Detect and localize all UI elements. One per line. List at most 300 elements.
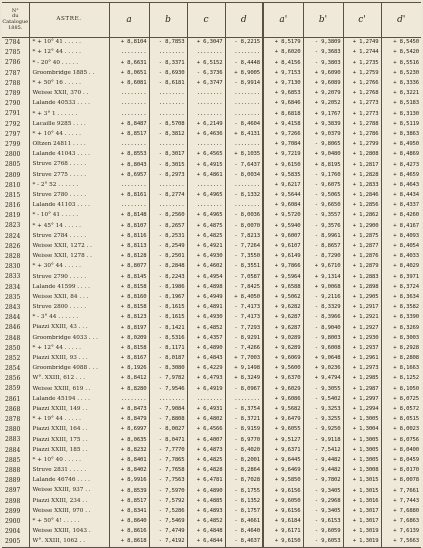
coef-b-prime-cell: - 9,5065 xyxy=(303,191,343,201)
table-row xyxy=(2,160,421,170)
coef-b-cell: - 8,2848 xyxy=(149,262,187,272)
coef-d-cell: + 7,7003 xyxy=(225,354,263,364)
star-name-cell: Weisse XXIII, 1043 . xyxy=(29,527,109,537)
coef-b-cell: ........ xyxy=(149,109,187,119)
coef-b-prime-cell: - 9,3255 xyxy=(303,415,343,425)
coef-b-prime-cell: - 9,8003 xyxy=(303,333,343,343)
coef-d-prime-cell: + 8,1252 xyxy=(381,374,421,384)
table-row xyxy=(2,201,421,211)
coef-c-cell: + 6,4636 xyxy=(187,130,225,140)
catalogue-number-cell: 2805 xyxy=(5,161,21,169)
coef-c-prime-cell: + 1,3015 xyxy=(343,476,381,486)
coef-b-cell: - 8,0187 xyxy=(149,354,187,364)
coef-b-prime-cell: + 9,0379 xyxy=(303,130,343,140)
table-row xyxy=(2,232,421,242)
coef-a-prime-cell: + 9,7084 xyxy=(263,140,303,150)
catalogue-number-cell: 2834 xyxy=(5,283,21,291)
coef-c-cell: + 6,4890 xyxy=(187,486,225,496)
coef-b-prime-cell: - 7,5412 xyxy=(303,446,343,456)
coef-c-prime-cell: + 1,2879 xyxy=(343,262,381,272)
coef-b-prime-cell: - 8,8657 xyxy=(303,242,343,252)
coef-c-cell: + 6,2149 xyxy=(187,120,225,130)
coef-b-prime-cell: - 9,1760 xyxy=(303,170,343,180)
coef-d-cell: - 8,4637 xyxy=(225,537,263,548)
coef-c-cell: + 6,4793 xyxy=(187,374,225,384)
star-name-cell: W°. XXIII, 612 . . . xyxy=(29,374,109,384)
coef-b-prime-cell: + 9,4794 xyxy=(303,374,343,384)
coef-a-cell: + 8,8167 xyxy=(109,354,149,364)
coef-a-cell: + 8,8341 xyxy=(109,507,149,517)
coef-a-cell: + 8,8160 xyxy=(109,293,149,303)
coef-c-prime-cell: + 1,2876 xyxy=(343,252,381,262)
coef-a-prime-cell: + 9,7153 xyxy=(263,69,303,79)
catalogue-number-cell: 2848 xyxy=(5,334,21,342)
coef-a-cell: + 8,8640 xyxy=(109,517,149,527)
coef-c-cell: + 6,4602 xyxy=(187,262,225,272)
coef-d-cell: + 8,3249 xyxy=(225,374,263,384)
coef-a-prime-cell: + 8,6818 xyxy=(263,109,303,119)
table-row xyxy=(2,191,421,201)
coef-b-prime-cell: - 9,6075 xyxy=(303,181,343,191)
coef-c-cell: + 6,4930 xyxy=(187,313,225,323)
star-name-cell: * + 10° 41 . . . . . xyxy=(29,38,109,49)
coef-a-prime-cell: + 8,4156 xyxy=(263,58,303,68)
coef-b-prime-cell: - 8,3329 xyxy=(303,303,343,313)
table-row xyxy=(2,221,421,231)
coef-b-prime-cell: - 9,8065 xyxy=(303,140,343,150)
coef-b-cell: ........ xyxy=(149,201,187,211)
coef-a-prime-cell: + 9,6050 xyxy=(263,496,303,506)
coef-a-cell: + 8,8158 xyxy=(109,303,149,313)
catalogue-page xyxy=(2,2,421,545)
coef-c-cell: + 6,4891 xyxy=(187,303,225,313)
table-row xyxy=(2,496,421,506)
coef-c-prime-cell: + 1,2768 xyxy=(343,89,381,99)
coef-a-cell: + 8,8161 xyxy=(109,191,149,201)
coef-d-prime-cell: + 8,0725 xyxy=(381,395,421,405)
catalogue-number-cell: 2830 xyxy=(5,263,21,271)
coef-c-prime-cell: + 1,2773 xyxy=(343,99,381,109)
coef-a-cell: + 8,6957 xyxy=(109,170,149,180)
coef-d-cell: - 8,2215 xyxy=(225,38,263,49)
coef-a-cell: ........ xyxy=(109,48,149,58)
coef-d-cell: + 8,9005 xyxy=(225,69,263,79)
coef-c-prime-cell: + 1,2985 xyxy=(343,374,381,384)
coef-b-cell: - 8,3371 xyxy=(149,58,187,68)
star-name-cell: * - 10° 41 . . . . . xyxy=(29,211,109,221)
coef-d-cell: - 7,8425 xyxy=(225,283,263,293)
catalogue-number-cell: 2856 xyxy=(5,375,21,383)
coef-b-cell: - 8,1615 xyxy=(149,313,187,323)
star-name-cell: * + 30° 44 . . . . . xyxy=(29,262,109,272)
coef-b-cell: - 8,1967 xyxy=(149,293,187,303)
catalogue-number-cell: 2878 xyxy=(5,416,21,424)
star-name-cell: Struve 2831 . . . . . xyxy=(29,466,109,476)
coef-c-prime-cell: + 1,3015 xyxy=(343,486,381,496)
coef-c-prime-cell: + 1,2898 xyxy=(343,283,381,293)
coef-b-prime-cell: + 9,0068 xyxy=(303,283,343,293)
coef-d-cell: - 8,1755 xyxy=(225,486,263,496)
coef-c-cell: ........ xyxy=(187,395,225,405)
catalogue-number-cell: 2897 xyxy=(5,487,21,495)
star-name-cell: Piazzi XXIII, 185 . . xyxy=(29,446,109,456)
table-row xyxy=(2,384,421,394)
table-row xyxy=(2,211,421,221)
coef-c-prime-cell: + 1,3005 xyxy=(343,415,381,425)
catalogue-number-header-line1: N° xyxy=(11,7,19,14)
coefficients-table xyxy=(2,2,421,548)
coef-a-cell: ........ xyxy=(109,181,149,191)
coef-c-cell: + 6,4893 xyxy=(187,507,225,517)
coef-c-prime-cell: + 1,3008 xyxy=(343,466,381,476)
coef-d-prime-cell: + 8,5183 xyxy=(381,99,421,109)
coef-a-cell: + 8,8401 xyxy=(109,456,149,466)
coef-c-cell: + 6,4357 xyxy=(187,333,225,343)
catalogue-number-header-line3: Catalogue xyxy=(2,19,29,25)
coef-d-prime-cell: + 8,1663 xyxy=(381,364,421,374)
catalogue-number-cell: 2828 xyxy=(5,253,21,261)
coef-c-prime-cell: + 1,2759 xyxy=(343,69,381,79)
table-row xyxy=(2,405,421,415)
coef-c-prime-cell: + 1,2994 xyxy=(343,405,381,415)
catalogue-number-cell: 2797 xyxy=(5,130,21,138)
coef-c-cell: + 6,4825 xyxy=(187,456,225,466)
coef-c-prime-cell: + 1,2973 xyxy=(343,364,381,374)
coef-c-prime-cell: + 1,2766 xyxy=(343,79,381,89)
coef-c-cell: + 6,4965 xyxy=(187,191,225,201)
coef-d-cell: - 8,4020 xyxy=(225,446,263,456)
coef-c-cell: + 6,4890 xyxy=(187,344,225,354)
coef-b-prime-cell: + 9,0480 xyxy=(303,150,343,160)
coef-a-cell: + 8,8402 xyxy=(109,466,149,476)
coef-header-b: b xyxy=(149,3,187,38)
star-name-cell: * + 10° 40 . . . . . xyxy=(29,456,109,466)
coef-c-prime-cell: + 1,2917 xyxy=(343,303,381,313)
coef-d-cell: ........ xyxy=(225,48,263,58)
star-name-cell: Oltzen 24811 . . . . xyxy=(29,140,109,150)
coef-d-prime-cell: + 8,0170 xyxy=(381,466,421,476)
coef-b-prime-cell: - 9,3557 xyxy=(303,211,343,221)
coef-a-prime-cell: + 9,6370 xyxy=(263,374,303,384)
coef-a-prime-cell: + 9,6853 xyxy=(263,89,303,99)
star-name-header: ASTRE. xyxy=(29,3,109,38)
coef-d-prime-cell: + 8,0078 xyxy=(381,476,421,486)
table-row xyxy=(2,425,421,435)
table-row xyxy=(2,486,421,496)
coef-b-cell: - 8,3080 xyxy=(149,364,187,374)
star-name-cell: W°. XXIII, 1062 . . xyxy=(29,537,109,548)
coef-d-cell: - 8,3754 xyxy=(225,405,263,415)
star-name-cell: Struve 2790 . . . . . xyxy=(29,272,109,282)
star-name-cell: Struve 2800 . . . . . xyxy=(29,303,109,313)
coef-d-prime-cell: + 8,1050 xyxy=(381,384,421,394)
coef-d-cell: - 8,3551 xyxy=(225,262,263,272)
coef-c-prime-cell: + 1,2921 xyxy=(343,313,381,323)
catalogue-number-cell: 2905 xyxy=(2,537,29,548)
star-name-cell: Lalande 41103 . . . . xyxy=(29,201,109,211)
coef-d-cell: - 7,4173 xyxy=(225,313,263,323)
coef-a-cell: + 8,8128 xyxy=(109,252,149,262)
coef-c-cell: + 6,4930 xyxy=(187,252,225,262)
coef-b-cell: ........ xyxy=(149,140,187,150)
coef-header-d-prime: d' xyxy=(381,3,421,38)
coef-b-cell: - 8,0471 xyxy=(149,435,187,445)
coef-a-cell: + 8,8539 xyxy=(109,486,149,496)
coef-d-cell: - 8,1332 xyxy=(225,191,263,201)
coef-c-cell: ........ xyxy=(187,140,225,150)
coef-a-cell: + 8,8618 xyxy=(109,537,149,548)
coef-b-prime-cell: - 8,3966 xyxy=(303,313,343,323)
coef-d-cell: - 7,7264 xyxy=(225,242,263,252)
catalogue-number-cell: 2788 xyxy=(5,79,21,87)
coef-a-cell: + 8,8479 xyxy=(109,415,149,425)
coef-d-cell: - 8,0036 xyxy=(225,211,263,221)
star-name-cell: * + 12° 44 . . . . . xyxy=(29,48,109,58)
coef-a-prime-cell: + 9,6007 xyxy=(263,232,303,242)
coef-c-cell: + 6,4873 xyxy=(187,446,225,456)
coef-b-prime-cell: + 9,0648 xyxy=(303,354,343,364)
coef-c-cell: + 6,3047 xyxy=(187,38,225,49)
coef-c-cell: ........ xyxy=(187,109,225,119)
table-row xyxy=(2,395,421,405)
coef-d-cell: - 8,9914 xyxy=(225,79,263,89)
coef-c-prime-cell: + 1,2930 xyxy=(343,333,381,343)
coef-d-prime-cell: + 8,3724 xyxy=(381,283,421,293)
catalogue-number-cell: 2799 xyxy=(5,140,21,148)
coef-a-cell: + 8,8280 xyxy=(109,384,149,394)
coef-a-prime-cell: + 9,7130 xyxy=(263,79,303,89)
catalogue-number-cell: 2904 xyxy=(5,528,21,536)
star-name-cell: Piazzi XXIII, 149 . . xyxy=(29,405,109,415)
catalogue-number-header-line2: du xyxy=(12,13,19,20)
coef-d-cell: - 8,4604 xyxy=(225,120,263,130)
table-row xyxy=(2,48,421,58)
coef-c-cell: - 6,3736 xyxy=(187,69,225,79)
coef-a-prime-cell: + 9,5062 xyxy=(263,293,303,303)
coef-d-prime-cell: + 8,5420 xyxy=(381,48,421,58)
coef-d-prime-cell: + 8,4260 xyxy=(381,211,421,221)
coef-d-prime-cell: + 8,4093 xyxy=(381,232,421,242)
coef-b-cell: - 7,7658 xyxy=(149,466,187,476)
table-row xyxy=(2,69,421,79)
coef-a-cell: + 8,8043 xyxy=(109,160,149,170)
coef-a-cell: ........ xyxy=(109,99,149,109)
coef-a-prime-cell: + 9,6287 xyxy=(263,313,303,323)
table-row xyxy=(2,262,421,272)
coef-d-prime-cell: + 8,3130 xyxy=(381,109,421,119)
star-name-cell: Piazzi XXIII, 164 . . xyxy=(29,425,109,435)
table-row xyxy=(2,537,421,548)
coef-c-cell: + 6,4848 xyxy=(187,527,225,537)
coef-d-prime-cell: + 7,6139 xyxy=(381,527,421,537)
table-row xyxy=(2,476,421,486)
star-name-cell: Lalande 41599 . . . . xyxy=(29,283,109,293)
catalogue-number-cell: 2790 xyxy=(5,100,21,108)
coef-a-prime-cell: + 9,6371 xyxy=(263,446,303,456)
star-name-cell: * - 20° 40 . . . . . xyxy=(29,58,109,68)
coef-c-prime-cell: + 1,2883 xyxy=(343,272,381,282)
star-name-cell: Groombridge 1885 . . xyxy=(29,69,109,79)
coef-b-cell: - 8,3017 xyxy=(149,150,187,160)
coef-b-cell: - 8,1171 xyxy=(149,344,187,354)
coef-b-prime-cell: + 9,6090 xyxy=(303,69,343,79)
coef-b-prime-cell: - 9,5402 xyxy=(303,395,343,405)
coef-a-prime-cell: + 9,4158 xyxy=(263,120,303,130)
coef-c-cell: + 6,4965 xyxy=(187,211,225,221)
coef-a-cell: + 8,8145 xyxy=(109,272,149,282)
coef-c-cell: + 6,4915 xyxy=(187,160,225,170)
coef-a-cell: + 8,8517 xyxy=(109,130,149,140)
coef-d-cell: - 8,4640 xyxy=(225,527,263,537)
coef-b-cell: - 7,7770 xyxy=(149,446,187,456)
catalogue-number-cell: 2883 xyxy=(5,436,21,444)
coef-d-cell: - 7,8213 xyxy=(225,232,263,242)
coef-c-cell: + 6,4931 xyxy=(187,405,225,415)
coef-a-cell: + 8,8123 xyxy=(109,313,149,323)
catalogue-number-cell: 2810 xyxy=(5,181,21,189)
table-row xyxy=(2,333,421,343)
coef-d-prime-cell: + 8,0515 xyxy=(381,415,421,425)
table-row xyxy=(2,99,421,109)
table-row xyxy=(2,38,421,49)
catalogue-number-cell: 2898 xyxy=(5,497,21,505)
star-name-cell: Weisse XXIII, 970 . . xyxy=(29,507,109,517)
table-row xyxy=(2,303,421,313)
coef-c-prime-cell: + 1,2961 xyxy=(343,354,381,364)
star-name-cell: * + 19° 44 . . . . . xyxy=(29,415,109,425)
coef-c-prime-cell: + 1,2786 xyxy=(343,130,381,140)
coef-c-prime-cell: + 1,3005 xyxy=(343,435,381,445)
catalogue-number-cell: 2900 xyxy=(5,517,21,525)
coef-d-cell: - 8,0070 xyxy=(225,221,263,231)
star-name-cell: Lalande 40533 . . . . xyxy=(29,99,109,109)
coef-a-prime-cell: + 9,7266 xyxy=(263,130,303,140)
coef-a-prime-cell: + 9,6184 xyxy=(263,517,303,527)
coef-a-cell: + 8,6631 xyxy=(109,58,149,68)
coef-a-prime-cell: + 9,5600 xyxy=(263,364,303,374)
star-name-cell: Struve 2780 . . . . . xyxy=(29,191,109,201)
table-row xyxy=(2,354,421,364)
coef-a-prime-cell: + 9,6156 xyxy=(263,507,303,517)
catalogue-number-cell: 2852 xyxy=(5,354,21,362)
catalogue-number-cell: 2819 xyxy=(5,212,21,220)
coef-a-prime-cell: + 9,6479 xyxy=(263,415,303,425)
coef-c-prime-cell: + 1,2735 xyxy=(343,58,381,68)
star-name-cell: Struve 2775 . . . . . xyxy=(29,170,109,180)
catalogue-number-cell: 2861 xyxy=(5,395,21,403)
coef-c-prime-cell: + 1,2744 xyxy=(343,48,381,58)
coef-a-prime-cell: + 9,5850 xyxy=(263,476,303,486)
coef-b-prime-cell: + 9,6089 xyxy=(303,79,343,89)
coef-b-cell: - 8,2973 xyxy=(149,170,187,180)
coef-d-cell: ........ xyxy=(225,109,263,119)
coef-c-cell: + 6,4781 xyxy=(187,476,225,486)
catalogue-number-cell: 2823 xyxy=(5,222,21,230)
coef-b-prime-cell: - 9,6650 xyxy=(303,201,343,211)
catalogue-number-cell: 2889 xyxy=(5,477,21,485)
coef-b-cell: - 7,7865 xyxy=(149,456,187,466)
coef-b-cell: - 7,9782 xyxy=(149,374,187,384)
table-row xyxy=(2,181,421,191)
coef-d-prime-cell: + 8,0756 xyxy=(381,435,421,445)
coef-d-prime-cell: + 8,4167 xyxy=(381,221,421,231)
coef-b-prime-cell: - 9,3253 xyxy=(303,405,343,415)
coef-a-prime-cell: + 9,6156 xyxy=(263,486,303,496)
star-name-cell: * + 50° 4! . . . . . xyxy=(29,517,109,527)
coef-d-cell: - 7,0587 xyxy=(225,272,263,282)
coef-d-prime-cell: + 8,5450 xyxy=(381,38,421,49)
coef-a-prime-cell: + 9,6149 xyxy=(263,252,303,262)
coef-d-cell: - 8,9291 xyxy=(225,333,263,343)
catalogue-number-cell: 2854 xyxy=(5,365,21,373)
coef-b-prime-cell: - 9,4482 xyxy=(303,466,343,476)
table-row xyxy=(2,293,421,303)
coef-d-cell: ........ xyxy=(225,89,263,99)
coef-d-prime-cell: + 8,4033 xyxy=(381,252,421,262)
coef-a-prime-cell: + 9,6846 xyxy=(263,99,303,109)
star-name-cell: Piazzi XXIII, 234 . . xyxy=(29,496,109,506)
coef-b-prime-cell: - 9,6008 xyxy=(303,344,343,354)
coef-a-prime-cell: + 9,0289 xyxy=(263,333,303,343)
coef-c-cell: + 6,4566 xyxy=(187,425,225,435)
coef-d-prime-cell: + 8,3336 xyxy=(381,79,421,89)
coef-a-cell: + 8,8104 xyxy=(109,38,149,49)
table-row xyxy=(2,323,421,333)
coef-b-cell: - 8,2243 xyxy=(149,272,187,282)
coef-a-prime-cell: + 9,7219 xyxy=(263,150,303,160)
catalogue-number-cell: 2824 xyxy=(5,232,21,240)
coef-a-cell: ........ xyxy=(109,201,149,211)
coef-d-cell: - 8,1352 xyxy=(225,496,263,506)
star-name-cell: Weisse XXIII, 937 . . xyxy=(29,486,109,496)
coef-c-cell: ........ xyxy=(187,181,225,191)
coef-c-cell: + 6,4565 xyxy=(187,150,225,160)
coef-a-prime-cell: + 9,6150 xyxy=(263,537,303,548)
coef-b-cell: - 8,6181 xyxy=(149,79,187,89)
coef-d-cell: - 7,4173 xyxy=(225,303,263,313)
coef-a-prime-cell: + 9,6445 xyxy=(263,456,303,466)
table-row xyxy=(2,109,421,119)
coef-a-prime-cell: + 9,6282 xyxy=(263,303,303,313)
coef-d-cell: ........ xyxy=(225,201,263,211)
coef-c-prime-cell: + 1,2808 xyxy=(343,150,381,160)
catalogue-number-cell: 2787 xyxy=(5,69,21,77)
coef-c-prime-cell: + 1,3016 xyxy=(343,496,381,506)
coef-b-prime-cell: - 9,3405 xyxy=(303,507,343,517)
coef-b-cell: - 7,8808 xyxy=(149,415,187,425)
coef-b-prime-cell: - 9,6059 xyxy=(303,527,343,537)
catalogue-number-header-line4: 1885. xyxy=(8,24,23,31)
coef-c-prime-cell: + 1,3004 xyxy=(343,425,381,435)
coef-b-cell: - 8,2501 xyxy=(149,252,187,262)
star-name-cell: Groombridge 4088 . . . xyxy=(29,364,109,374)
coef-c-prime-cell: + 1,3019 xyxy=(343,527,381,537)
coef-a-cell: + 8,8158 xyxy=(109,344,149,354)
coef-b-cell: ........ xyxy=(149,181,187,191)
coef-a-prime-cell: + 9,6287 xyxy=(263,323,303,333)
catalogue-number-cell: 2884 xyxy=(5,446,21,454)
coef-header-a: a xyxy=(109,3,149,38)
coef-d-prime-cell: + 8,2928 xyxy=(381,344,421,354)
coef-d-prime-cell: + 8,3003 xyxy=(381,333,421,343)
coef-b-cell: - 8,5316 xyxy=(149,333,187,343)
catalogue-number-cell: 2791 xyxy=(5,110,21,118)
catalogue-number-cell: 2792 xyxy=(5,120,21,128)
coef-b-cell: - 8,2560 xyxy=(149,211,187,221)
star-name-cell: Groombridge 4033 . . . xyxy=(29,333,109,343)
coef-b-prime-cell: - 9,3809 xyxy=(303,38,343,49)
table-row xyxy=(2,89,421,99)
